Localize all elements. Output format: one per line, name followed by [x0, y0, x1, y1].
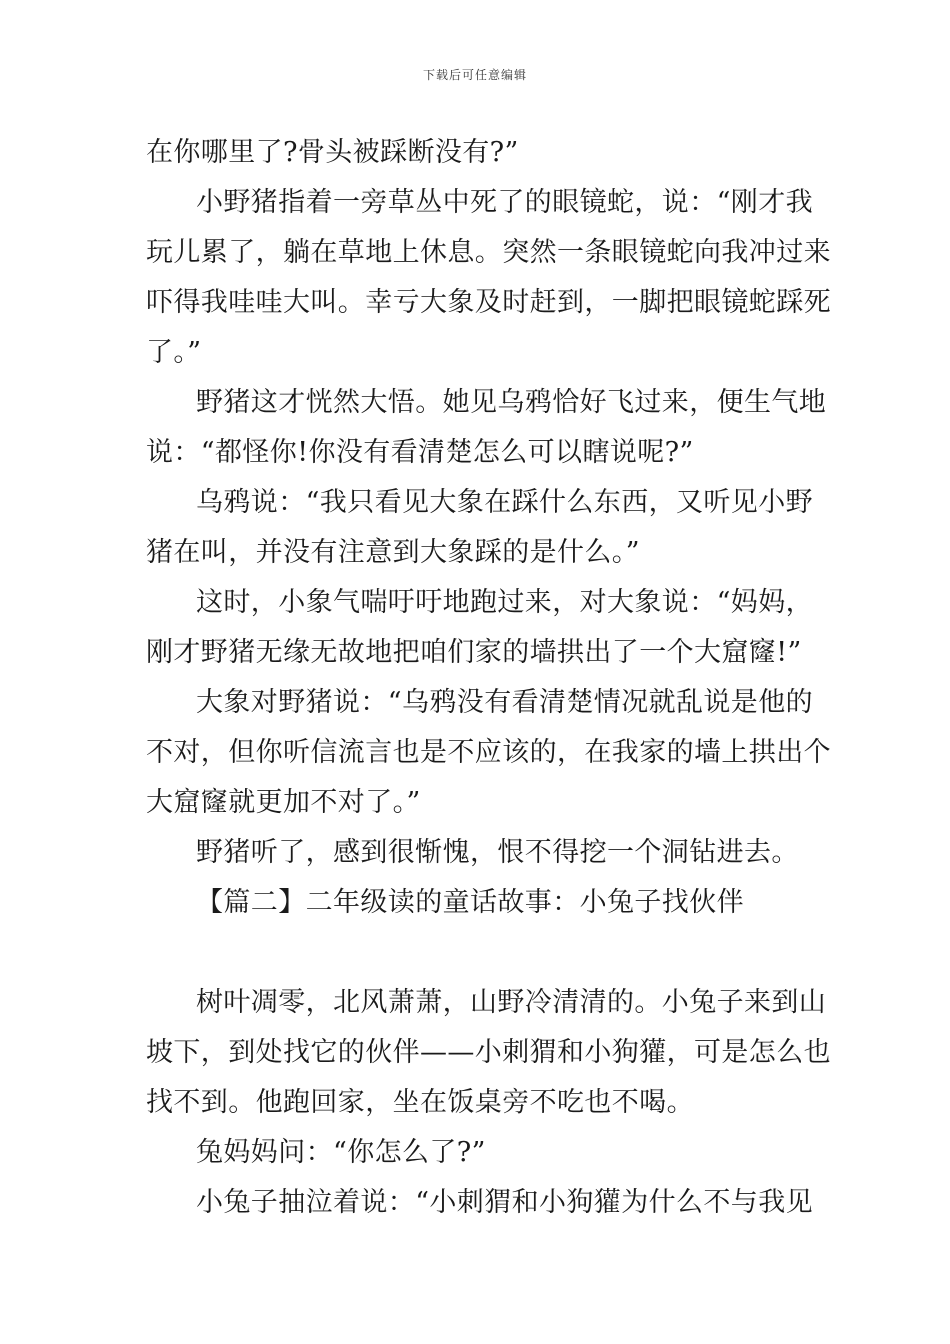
text-line: 吓得我哇哇大叫。幸亏大象及时赶到，一脚把眼镜蛇踩死 [146, 287, 831, 318]
page-header-note: 下载后可任意编辑 [422, 68, 527, 82]
paragraph-line: 小野猪指着一旁草丛中死了的眼镜蛇，说：“刚才我 [196, 187, 814, 218]
paragraph-line: 树叶凋零，北风萧萧，山野冷清清的。小兔子来到山 [196, 987, 827, 1018]
paragraph-line: 野猪这才恍然大悟。她见乌鸦恰好飞过来，便生气地 [196, 387, 827, 418]
text-line: 不对，但你听信流言也是不应该的，在我家的墙上拱出个 [146, 737, 831, 768]
paragraph-line: 兔妈妈问：“你怎么了?” [196, 1137, 486, 1168]
text-line: 了。” [146, 337, 202, 368]
text-line: 猪在叫，并没有注意到大象踩的是什么。” [146, 537, 640, 568]
paragraph-line: 野猪听了，感到很惭愧，恨不得挖一个洞钻进去。 [196, 837, 799, 868]
section-heading: 【篇二】二年级读的童话故事：小兔子找伙伴 [196, 887, 744, 918]
text-line: 玩儿累了，躺在草地上休息。突然一条眼镜蛇向我冲过来 [146, 237, 831, 268]
paragraph-line: 乌鸦说：“我只看见大象在踩什么东西，又听见小野 [196, 487, 814, 518]
paragraph-line: 这时，小象气喘吁吁地跑过来，对大象说：“妈妈， [196, 587, 814, 618]
text-line: 大窟窿就更加不对了。” [146, 787, 421, 818]
paragraph-line: 大象对野猪说：“乌鸦没有看清楚情况就乱说是他的 [196, 687, 814, 718]
text-line: 刚才野猪无缘无故地把咱们家的墙拱出了一个大窟窿!” [146, 637, 802, 668]
text-line: 找不到。他跑回家，坐在饭桌旁不吃也不喝。 [146, 1087, 694, 1118]
paragraph-line: 小兔子抽泣着说：“小刺猬和小狗獾为什么不与我见 [196, 1187, 814, 1218]
text-line: 坡下，到处找它的伙伴——小刺猬和小狗獾，可是怎么也 [146, 1037, 831, 1068]
text-line: 在你哪里了?骨头被踩断没有?” [146, 137, 519, 168]
text-line: 说：“都怪你!你没有看清楚怎么可以瞎说呢?” [146, 437, 694, 468]
